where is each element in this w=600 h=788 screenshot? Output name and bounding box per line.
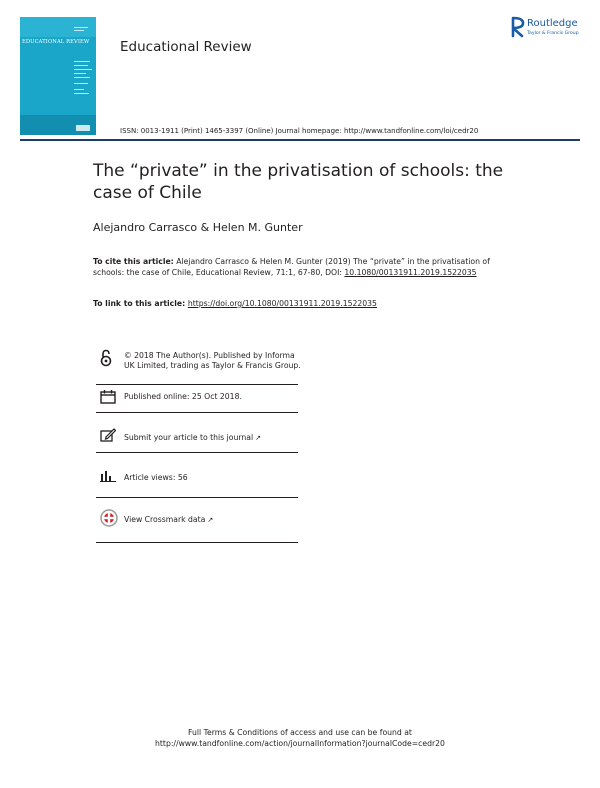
crossmark-label: View Crossmark data — [124, 515, 206, 524]
divider — [96, 497, 298, 498]
issn-line — [120, 127, 478, 135]
open-access-icon — [100, 349, 112, 367]
article-authors: Alejandro Carrasco & Helen M. Gunter — [93, 221, 303, 234]
article-title: The “private” in the privatisation of schools: the case of Chile — [93, 161, 504, 203]
cover-title: EDUCATIONAL REVIEW — [22, 39, 90, 45]
terms-line: Full Terms & Conditions of access and use can be found at — [188, 728, 412, 737]
header-rule — [20, 139, 580, 141]
divider — [96, 384, 298, 385]
cite-label: To cite this article: — [93, 257, 174, 266]
article-url-link[interactable]: https://doi.org/10.1080/00131911.2019.1522035 — [187, 299, 377, 308]
external-link-icon: ↗ — [207, 516, 214, 524]
submit-label: Submit your article to this journal — [124, 433, 254, 442]
cite-text: Alejandro Carrasco & Helen M. Gunter (2019) The “private” in the privatisation of schools: the case of Chile, Educational Review, 71:1, 67-80, DOI: — [93, 257, 490, 277]
submit-article-link[interactable] — [124, 433, 261, 443]
citation-block — [93, 256, 513, 278]
publisher-name: Routledge — [527, 18, 578, 29]
routledge-logo — [511, 16, 591, 42]
edit-icon — [100, 428, 116, 442]
link-line — [93, 299, 377, 308]
routledge-r-icon — [511, 16, 525, 38]
issn-text: ISSN: 0013-1911 (Print) 1465-3397 (Online) Journal homepage: — [120, 127, 344, 135]
license-text: © 2018 The Author(s). Published by Informa UK Limited, trading as Taylor & Francis Group. — [124, 351, 301, 370]
view-crossmark-link[interactable] — [124, 515, 213, 525]
calendar-icon — [100, 389, 116, 404]
journal-homepage-link[interactable]: http://www.tandfonline.com/loi/cedr20 — [343, 127, 479, 135]
divider — [96, 542, 298, 543]
bar-chart-icon — [100, 469, 116, 482]
crossmark-icon — [100, 509, 118, 527]
journal-name: Educational Review — [120, 39, 252, 55]
divider — [96, 412, 298, 413]
terms-url[interactable]: http://www.tandfonline.com/action/journalInformation?journalCode=cedr20 — [155, 739, 445, 748]
article-views: Article views: 56 — [124, 473, 188, 482]
cover-publisher-logo — [76, 125, 90, 131]
journal-cover-image — [20, 17, 96, 135]
doi-link[interactable]: 10.1080/00131911.2019.1522035 — [344, 268, 477, 277]
external-link-icon: ↗ — [255, 434, 261, 442]
published-date: Published online: 25 Oct 2018. — [124, 392, 242, 401]
link-label: To link to this article: — [93, 299, 188, 308]
divider — [96, 452, 298, 453]
publisher-tagline: Taylor & Francis Group — [527, 31, 579, 36]
